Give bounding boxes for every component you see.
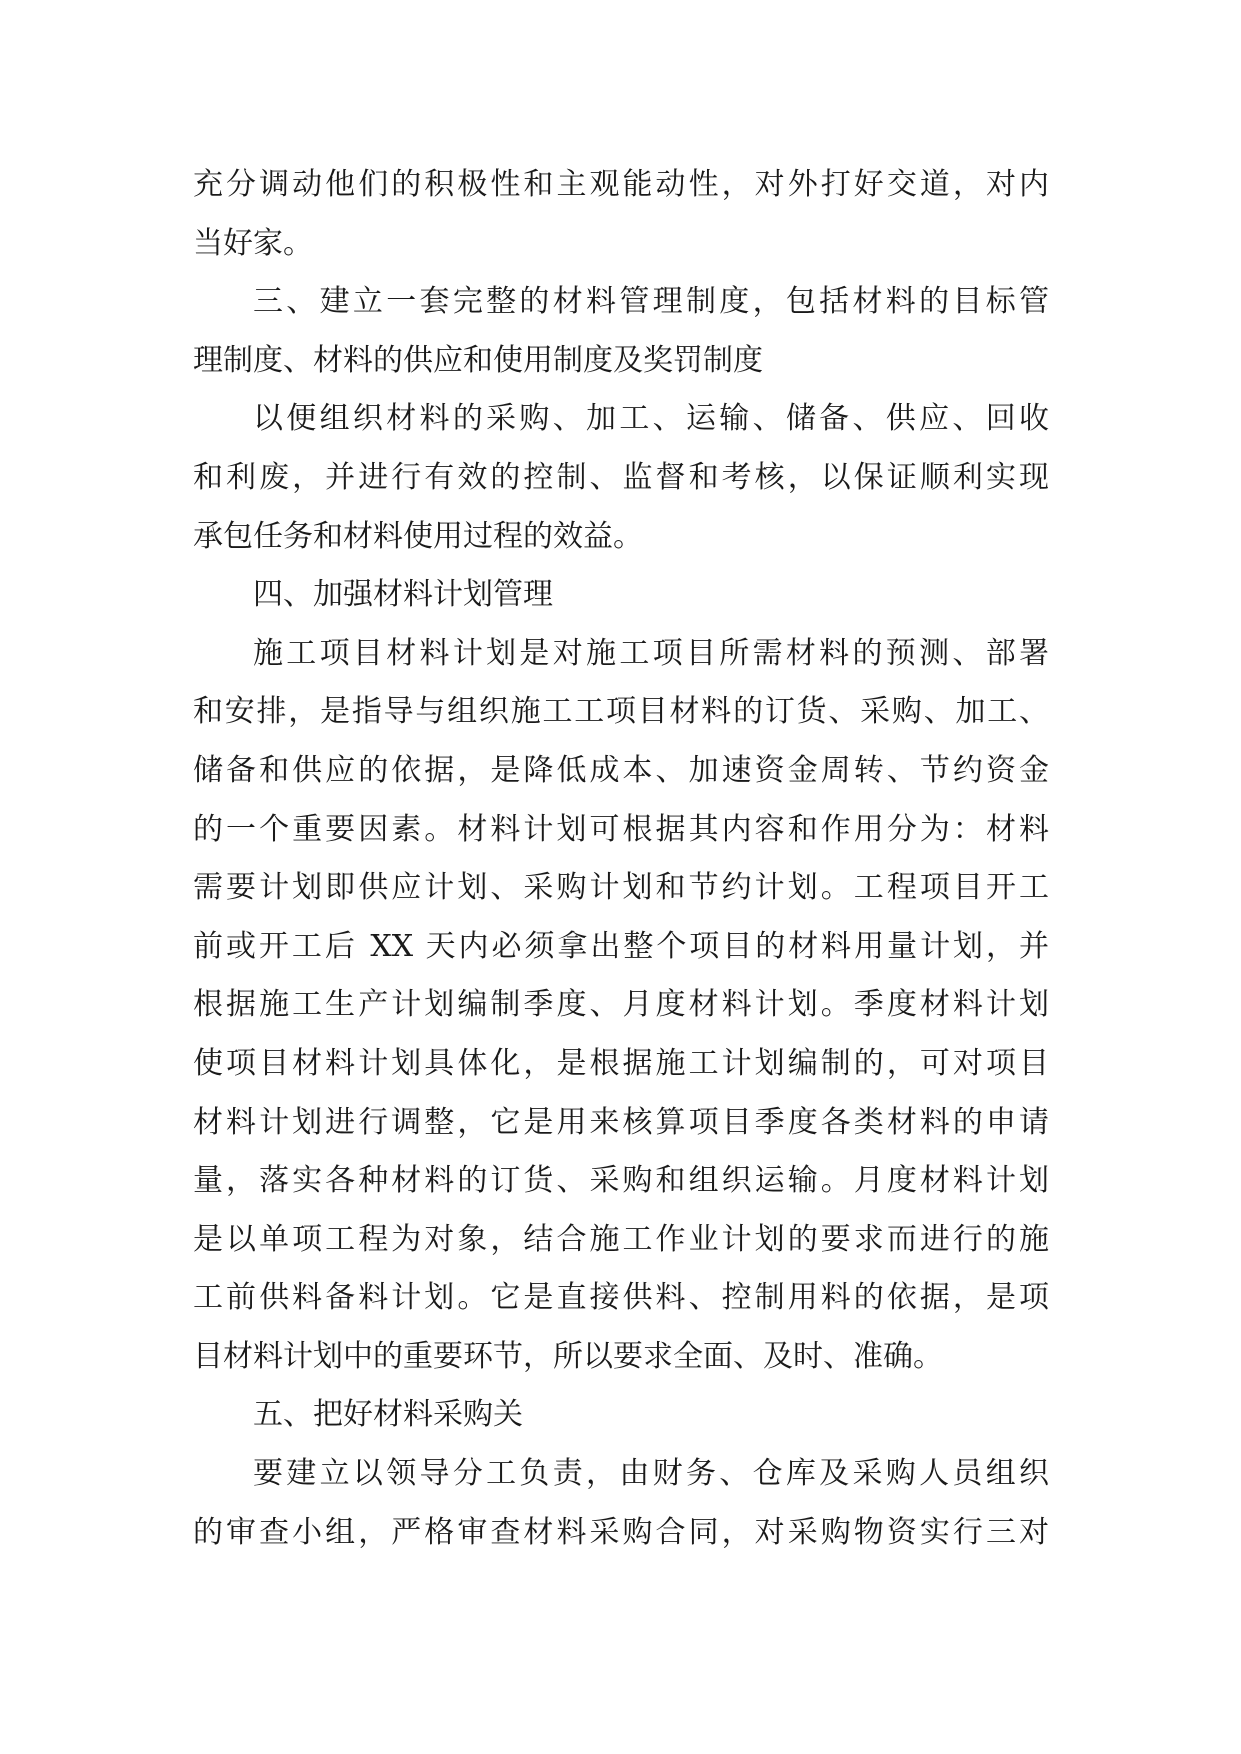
text-line: 材料计划进行调整，它是用来核算项目季度各类材料的申请 [193,1104,1049,1140]
text-line: 前或开工后 XX 天内必须拿出整个项目的材料用量计划，并 [193,928,1049,964]
text-line: 承包任务和材料使用过程的效益。 [193,518,643,554]
text-line: 五、把好材料采购关 [253,1397,523,1433]
text-line: 是以单项工程为对象，结合施工作业计划的要求而进行的施 [193,1221,1049,1257]
text-line: 储备和供应的依据，是降低成本、加速资金周转、节约资金 [193,752,1049,788]
text-line: 施工项目材料计划是对施工项目所需材料的预测、部署 [253,635,1049,671]
text-line: 要建立以领导分工负责，由财务、仓库及采购人员组织 [253,1456,1049,1492]
text-line: 三、建立一套完整的材料管理制度，包括材料的目标管 [253,284,1049,320]
text-line: 和安排，是指导与组织施工工项目材料的订货、采购、加工、 [193,694,1049,730]
text-line: 的一个重要因素。材料计划可根据其内容和作用分为：材料 [193,811,1049,847]
text-line: 工前供料备料计划。它是直接供料、控制用料的依据，是项 [193,1280,1049,1316]
text-line: 的审查小组，严格审查材料采购合同，对采购物资实行三对 [193,1514,1049,1550]
body-text [193,156,1049,1562]
text-line: 当好家。 [193,225,313,261]
text-line: 充分调动他们的积极性和主观能动性，对外打好交道，对内 [193,167,1049,202]
text-line: 需要计划即供应计划、采购计划和节约计划。工程项目开工 [193,870,1049,906]
text-line: 理制度、材料的供应和使用制度及奖罚制度 [193,342,763,378]
text-line: 目材料计划中的重要环节，所以要求全面、及时、准确。 [193,1338,943,1374]
text-line: 量，落实各种材料的订货、采购和组织运输。月度材料计划 [193,1163,1049,1199]
text-line: 以便组织材料的采购、加工、运输、储备、供应、回收 [253,401,1049,437]
text-line: 根据施工生产计划编制季度、月度材料计划。季度材料计划 [193,987,1049,1023]
text-line: 使项目材料计划具体化，是根据施工计划编制的，可对项目 [193,1045,1049,1081]
text-line: 四、加强材料计划管理 [253,577,553,613]
text-line: 和利废，并进行有效的控制、监督和考核，以保证顺利实现 [193,459,1049,495]
